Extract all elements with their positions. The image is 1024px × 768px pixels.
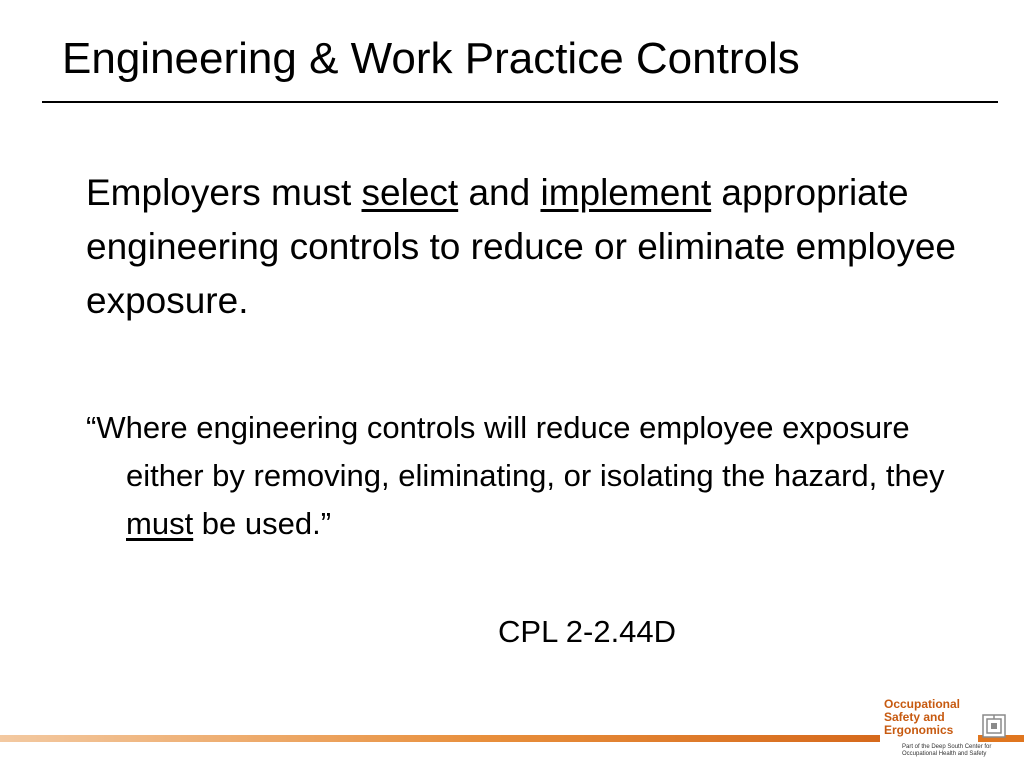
- citation: CPL 2-2.44D: [498, 614, 677, 649]
- quote-text-1: “Where engineering controls will reduce employee exposure either by removing, eliminating, or isolating the hazard, they: [86, 410, 945, 493]
- main-paragraph-text-1: Employers must: [86, 172, 362, 213]
- logo-text: [884, 698, 960, 737]
- concentric-squares-icon: [982, 714, 1006, 738]
- emphasis-must: must: [126, 506, 194, 541]
- footer-accent-bar: [0, 735, 880, 742]
- slide-title: Engineering & Work Practice Controls: [62, 34, 800, 83]
- main-paragraph-text-2: and: [458, 172, 541, 213]
- logo-line-3: Ergonomics: [884, 723, 954, 737]
- logo-subline-2: Occupational Health and Safety: [902, 751, 987, 757]
- logo-subtitle: [902, 744, 991, 758]
- logo-line-1: Occupational: [884, 697, 961, 711]
- logo-line-2: Safety and: [884, 710, 945, 724]
- organization-logo: [880, 696, 1024, 766]
- emphasis-implement: implement: [540, 172, 712, 213]
- main-paragraph: [86, 166, 966, 328]
- title-divider: [42, 101, 998, 103]
- quote-text-2: be used.”: [193, 506, 332, 541]
- logo-subline-1: Part of the Deep South Center for: [902, 744, 992, 750]
- emphasis-select: select: [361, 172, 459, 213]
- quote-paragraph: [86, 404, 986, 548]
- main-paragraph-text-3: appropriate engineering controls to reduce or eliminate employee exposure.: [86, 172, 957, 321]
